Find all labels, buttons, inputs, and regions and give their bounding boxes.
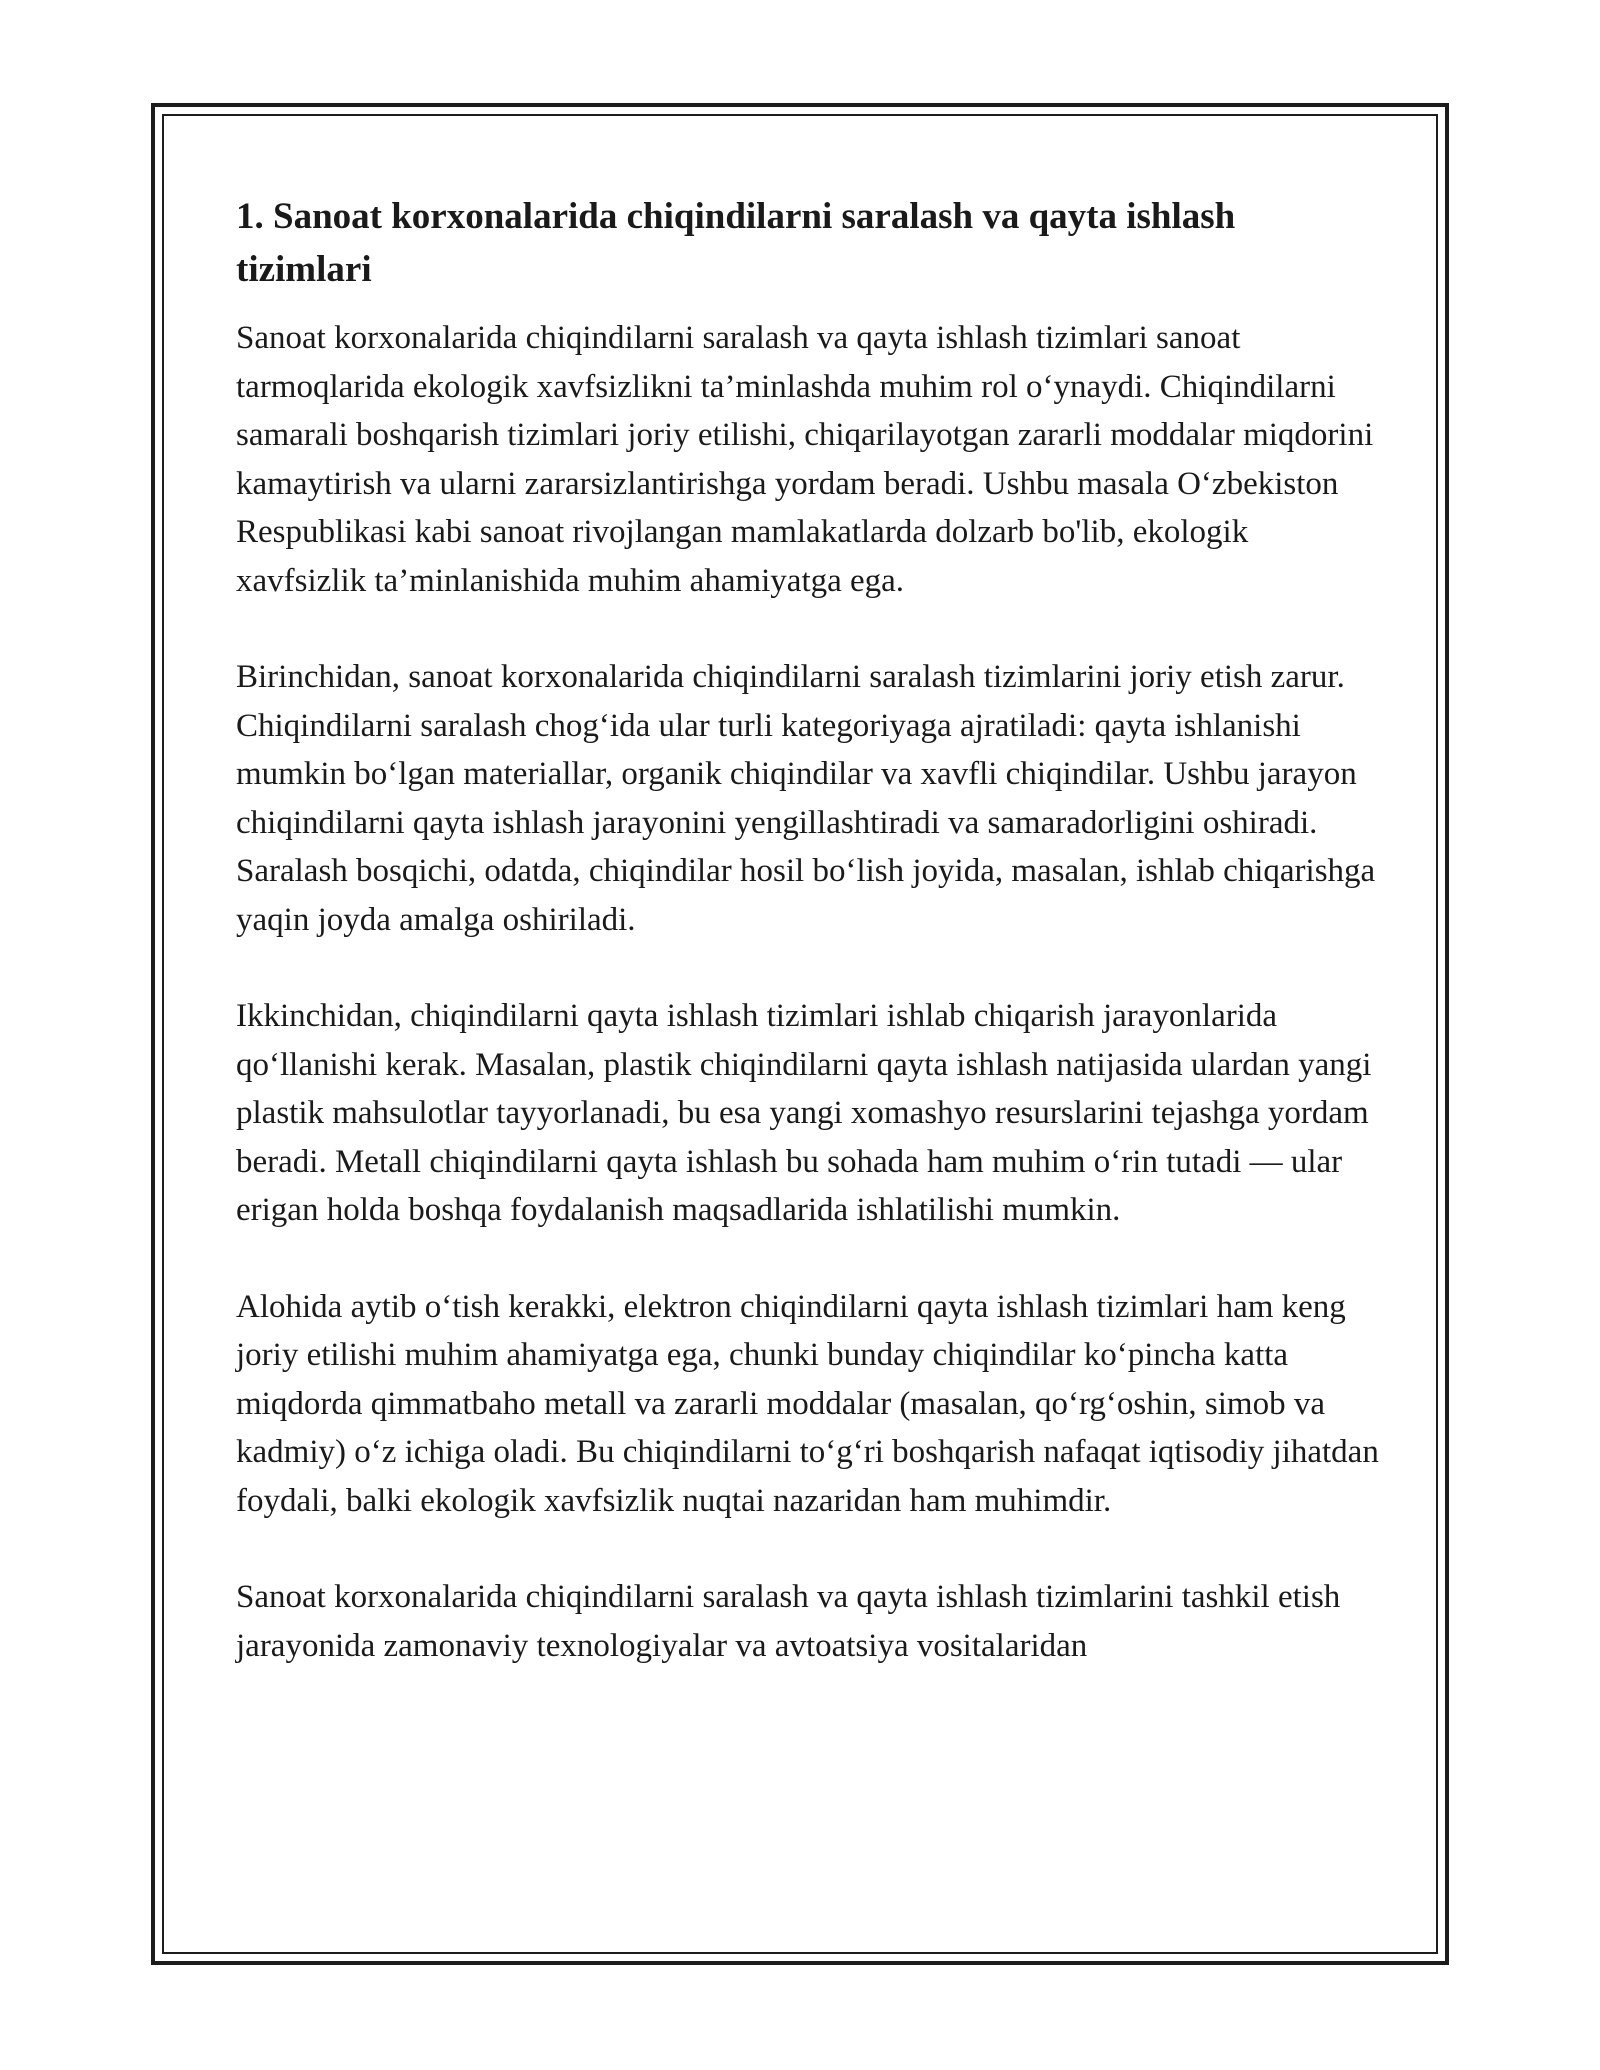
paragraph-technologies: Sanoat korxonalarida chiqindilarni saralash va qayta ishlash tizimlarini tashkil etish jarayonida zamonaviy texnologiyalar va avtoatsiya vositalaridan: [236, 1579, 1341, 1664]
paragraph-recycling: Ikkinchidan, chiqindilarni qayta ishlash tizimlari ishlab chiqarish jarayonlarida qo‘llanishi kerak. Masalan, plastik chiqindilarni qayta ishlash natijasida ulardan yangi plastik mahsulotlar tayyorlanadi, bu esa yangi xomashyo resurslarini tejashga yordam beradi. Metall chiqindilarni qayta ishlash bu sohada ham muhim o‘rin tutadi — ular erigan holda boshqa foydalanish maqsadlarida ishlatilishi mumkin.: [236, 998, 1372, 1228]
paragraph-intro: Sanoat korxonalarida chiqindilarni saralash va qayta ishlash tizimlari sanoat tarmoqlarida ekologik xavfsizlikni ta’minlashda muhim rol o‘ynaydi. Chiqindilarni samarali boshqarish tizimlari joriy etilishi, chiqarilayotgan zararli moddalar miqdorini kamaytirish va ularni zararsizlantirishga yordam beradi. Ushbu masala O‘zbekiston Respublikasi kabi sanoat rivojlangan mamlakatlarda dolzarb bo'lib, ekologik xavfsizlik ta’minlanishida muhim ahamiyatga ega.: [236, 320, 1374, 599]
document-body: [236, 190, 1386, 1670]
paragraph-sorting: Birinchidan, sanoat korxonalarida chiqindilarni saralash tizimlarini joriy etish zarur. Chiqindilarni saralash chog‘ida ular turli kategoriyaga ajratiladi: qayta ishlanishi mumkin bo‘lgan materiallar, organik chiqindilar va xavfli chiqindilar. Ushbu jarayon chiqindilarni qayta ishlash jarayonini yengillashtiradi va samaradorligini oshiradi. Saralash bosqichi, odatda, chiqindilar hosil bo‘lish joyida, masalan, ishlab chiqarishga yaqin joyda amalga oshiriladi.: [236, 659, 1376, 938]
section-heading: 1. Sanoat korxonalarida chiqindilarni saralash va qayta ishlash tizimlari: [236, 196, 1236, 290]
paragraph-electronic-waste: Alohida aytib o‘tish kerakki, elektron chiqindilarni qayta ishlash tizimlari ham keng joriy etilishi muhim ahamiyatga ega, chunki bunday chiqindilar ko‘pincha katta miqdorda qimmatbaho metall va zararli moddalar (masalan, qo‘rg‘oshin, simob va kadmiy) o‘z ichiga oladi. Bu chiqindilarni to‘g‘ri boshqarish nafaqat iqtisodiy jihatdan foydali, balki ekologik xavfsizlik nuqtai nazaridan ham muhimdir.: [236, 1288, 1379, 1519]
